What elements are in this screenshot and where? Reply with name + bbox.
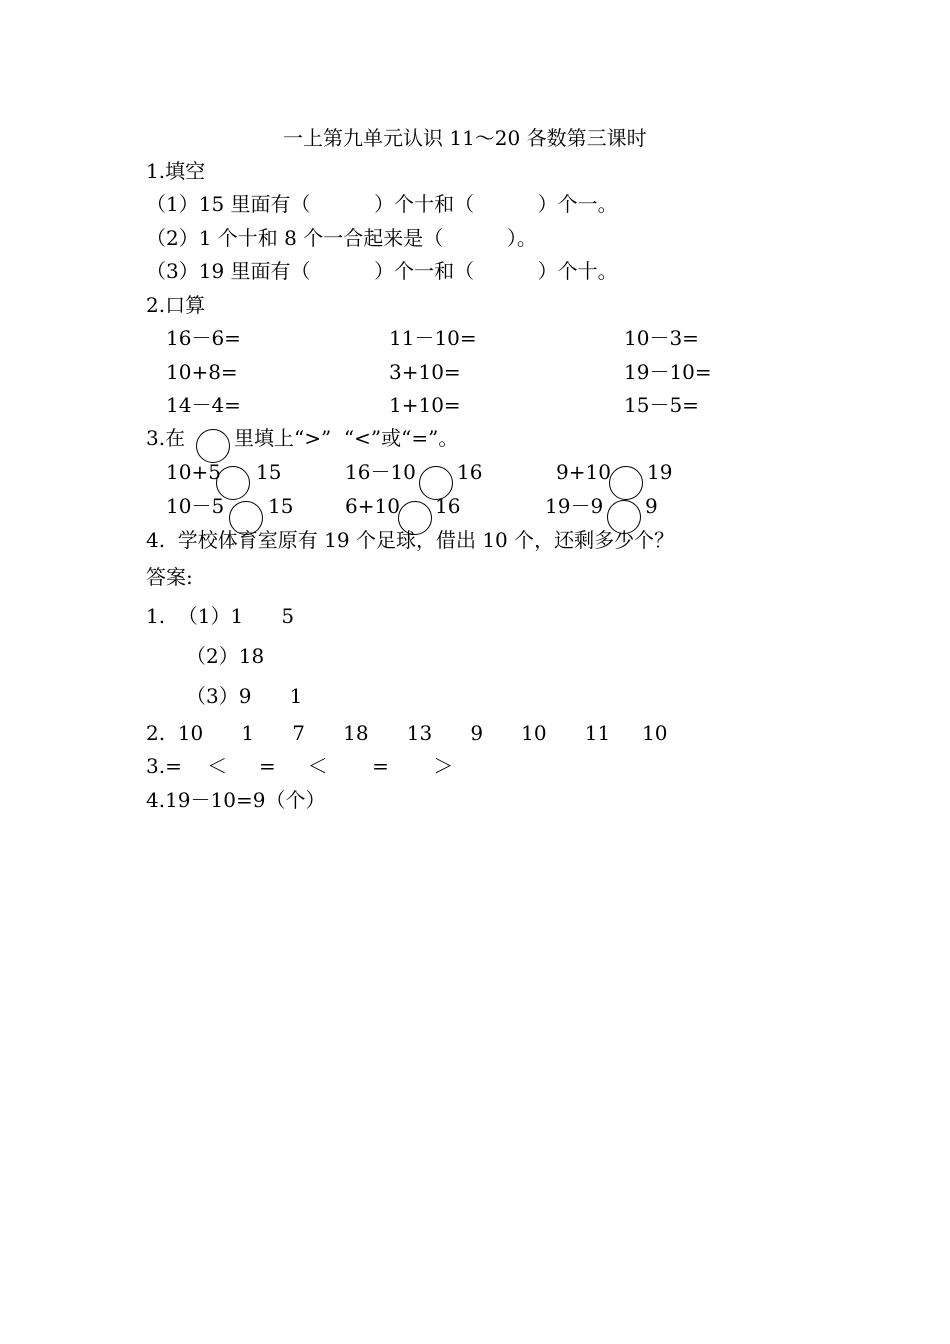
q3-heading-suffix: 里填上“>” “<”或“=”。 (234, 426, 459, 450)
q3-item-4-left: 10－5 (166, 494, 225, 518)
q1-heading: 1.填空 (146, 159, 206, 183)
q2-r2-c1: 10+8= (166, 360, 238, 384)
q2-r1-c3: 10－3= (624, 326, 699, 350)
q2-r3-c3: 15－5= (624, 393, 699, 417)
q2-r1-c1: 16－6= (166, 326, 241, 350)
q3-item-3-left: 9+10 (556, 460, 611, 484)
q2-heading: 2.口算 (146, 293, 206, 317)
q3-item-5-right: 16 (435, 494, 461, 518)
q3-item-1-left: 10+5 (166, 460, 221, 484)
q1-item-1: （1）15 里面有（ ）个十和（ ）个一。 (146, 192, 618, 216)
answer-4: 4.19－10=9（个） (146, 788, 326, 812)
q2-r2-c2: 3+10= (389, 360, 461, 384)
q2-r3-c1: 14－4= (166, 393, 241, 417)
q3-item-5-left: 6+10 (345, 494, 400, 518)
q1-item-2: （2）1 个十和 8 个一合起来是（ ）。 (146, 226, 537, 250)
answer-1-line-2: （2）18 (186, 644, 265, 668)
q2-r2-c3: 19－10= (624, 360, 712, 384)
answer-1-line-1: 1. （1）1 5 (146, 604, 295, 628)
q3-item-4-right: 15 (268, 494, 294, 518)
answer-2: 2. 10 1 7 18 13 9 10 11 10 (146, 721, 668, 745)
q4-text: 4. 学校体育室原有 19 个足球，借出 10 个，还剩多少个？ (146, 528, 675, 552)
q2-r3-c2: 1+10= (389, 393, 461, 417)
q1-item-3: （3）19 里面有（ ）个一和（ ）个十。 (146, 259, 618, 283)
q3-item-6-right: 9 (645, 494, 658, 518)
q3-item-2-left: 16－10 (345, 460, 416, 484)
q3-heading-prefix: 3.在 (146, 426, 186, 450)
page-title: 一上第九单元认识 11～20 各数第三课时 (283, 126, 647, 150)
heading-circle-icon (196, 429, 230, 463)
answer-3: 3.= ＜ = ＜ = ＞ (146, 754, 454, 778)
q2-r1-c2: 11－10= (389, 326, 477, 350)
q3-item-3-right: 19 (647, 460, 673, 484)
q3-item-2-right: 16 (457, 460, 483, 484)
compare-circle-3 (609, 466, 643, 500)
answers-heading: 答案: (146, 565, 193, 589)
q3-item-1-right: 15 (256, 460, 282, 484)
q3-item-6-left: 19－9 (545, 494, 604, 518)
answer-1-line-3: （3）9 1 (186, 684, 303, 708)
